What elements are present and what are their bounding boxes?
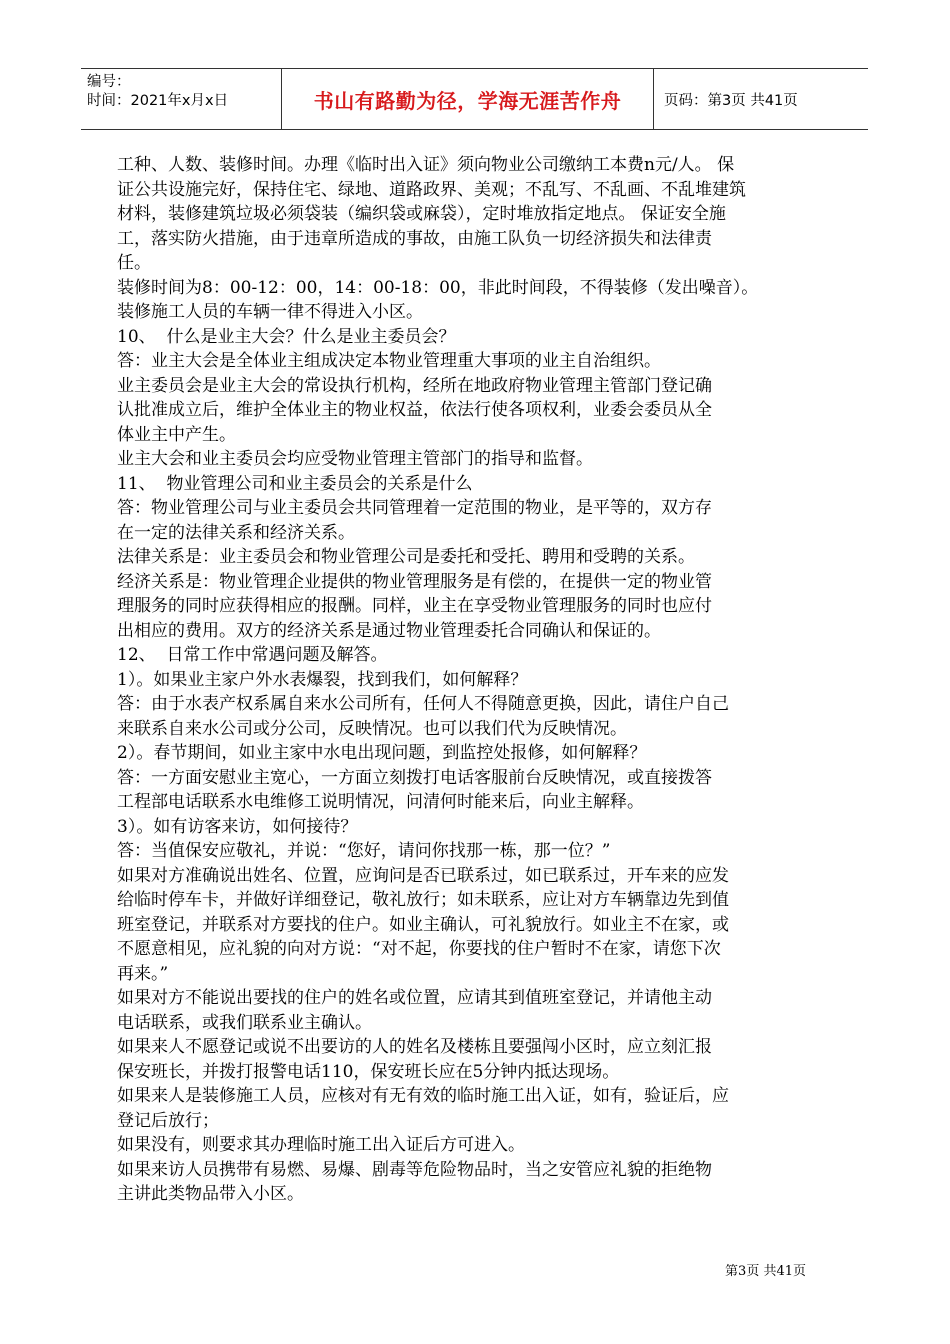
text-line: 业主大会和业主委员会均应受物业管理主管部门的指导和监督。 [117, 449, 593, 469]
text-line: 如果没有，则要求其办理临时施工出入证后方可进入。 [117, 1135, 525, 1155]
page-header [81, 68, 868, 130]
question-heading: 10、 什么是业主大会？什么是业主委员会？ [117, 326, 456, 347]
text-line: 任。 [117, 253, 151, 273]
text-line: 如果来人是装修施工人员，应核对有无有效的临时施工出入证，如有，验证后，应 [117, 1086, 729, 1106]
text-line: 工种、人数、装修时间。办理《临时出入证》须向物业公司缴纳工本费n元/人。 保 [117, 155, 735, 175]
text-line: 答：业主大会是全体业主组成决定本物业管理重大事项的业主自治组织。 [117, 351, 661, 371]
header-meta [81, 69, 282, 129]
text-line: 工，落实防火措施，由于违章所造成的事故，由施工队负一切经济损失和法律责 [117, 228, 712, 249]
code-label: 编号： [87, 74, 131, 90]
text-line: 在一定的法律关系和经济关系。 [117, 522, 355, 543]
text-line: 理服务的同时应获得相应的报酬。同样，业主在享受物业管理服务的同时也应付 [117, 596, 712, 616]
text-line: 法律关系是：业主委员会和物业管理公司是委托和受托、聘用和受聘的关系。 [117, 547, 695, 567]
text-line: 来联系自来水公司或分公司，反映情况。也可以我们代为反映情况。 [117, 718, 627, 739]
question-heading: 12、 日常工作中常遇问题及解答。 [117, 645, 388, 665]
question-heading: 11、 物业管理公司和业主委员会的关系是什么 [117, 473, 473, 494]
text-line: 1）。如果业主家户外水表爆裂，找到我们，如何解释？ [117, 669, 528, 690]
text-line: 装修施工人员的车辆一律不得进入小区。 [117, 302, 423, 322]
header-motto: 书山有路勤为径，学海无涯苦作舟 [282, 69, 654, 129]
text-line: 再来。” [117, 963, 169, 984]
text-line: 班室登记，并联系对方要找的住户。如业主确认，可礼貌放行。如业主不在家，或 [117, 914, 729, 935]
text-line: 装修时间为8：00-12：00，14：00-18：00，非此时间段，不得装修（发出噪音）。 [117, 277, 759, 298]
document-body [117, 153, 817, 1207]
text-line: 保安班长，并拨打报警电话110，保安班长应在5分钟内抵达现场。 [117, 1061, 620, 1082]
text-line: 材料，装修建筑垃圾必须袋装（编织袋或麻袋），定时堆放指定地点。 保证安全施 [117, 204, 726, 224]
text-line: 不愿意相见，应礼貌的向对方说：“对不起，你要找的住户暂时不在家，请您下次 [117, 939, 721, 959]
text-line: 出相应的费用。双方的经济关系是通过物业管理委托合同确认和保证的。 [117, 620, 661, 641]
text-line: 认批准成立后，维护全体业主的物业权益，依法行使各项权利，业委会委员从全 [117, 400, 712, 420]
text-line: 答：当值保安应敬礼，并说：“您好，请问你找那一栋，那一位？” [117, 841, 611, 861]
text-line: 登记后放行； [117, 1110, 219, 1131]
text-line: 工程部电话联系水电维修工说明情况，问清何时能来后，向业主解释。 [117, 792, 644, 812]
header-page-number: 页码：第3页 共41页 [664, 92, 798, 109]
text-line: 证公共设施完好，保持住宅、绿地、道路政界、美观；不乱写、不乱画、不乱堆建筑 [117, 179, 746, 200]
text-line: 答：一方面安慰业主宽心，一方面立刻拨打电话客服前台反映情况，或直接拨答 [117, 767, 712, 788]
text-line: 业主委员会是业主大会的常设执行机构，经所在地政府物业管理主管部门登记确 [117, 375, 712, 396]
date-label: 时间：2021年x月x日 [87, 93, 229, 109]
text-line: 如果对方不能说出要找的住户的姓名或位置，应请其到值班室登记，并请他主动 [117, 988, 712, 1008]
text-line: 给临时停车卡，并做好详细登记，敬礼放行；如未联系，应让对方车辆靠边先到值 [117, 890, 729, 910]
text-line: 主讲此类物品带入小区。 [117, 1184, 304, 1204]
text-line: 经济关系是：物业管理企业提供的物业管理服务是有偿的，在提供一定的物业管 [117, 571, 712, 592]
text-line: 如果来访人员携带有易燃、易爆、剧毒等危险物品时，当之安管应礼貌的拒绝物 [117, 1159, 712, 1180]
text-line: 如果对方准确说出姓名、位置，应询问是否已联系过，如已联系过，开车来的应发 [117, 865, 729, 886]
text-line: 如果来人不愿登记或说不出要访的人的姓名及楼栋且要强闯小区时，应立刻汇报 [117, 1037, 712, 1057]
text-line: 答：由于水表产权系属自来水公司所有，任何人不得随意更换，因此，请住户自己 [117, 694, 729, 714]
text-line: 答：物业管理公司与业主委员会共同管理着一定范围的物业，是平等的，双方存 [117, 498, 712, 518]
text-line: 体业主中产生。 [117, 424, 236, 445]
page-footer: 第3页 共41页 [725, 1264, 806, 1279]
text-line: 2）。春节期间，如业主家中水电出现问题，到监控处报修，如何解释？ [117, 743, 647, 763]
text-line: 3）。如有访客来访，如何接待？ [117, 816, 358, 837]
text-line: 电话联系，或我们联系业主确认。 [117, 1012, 372, 1033]
